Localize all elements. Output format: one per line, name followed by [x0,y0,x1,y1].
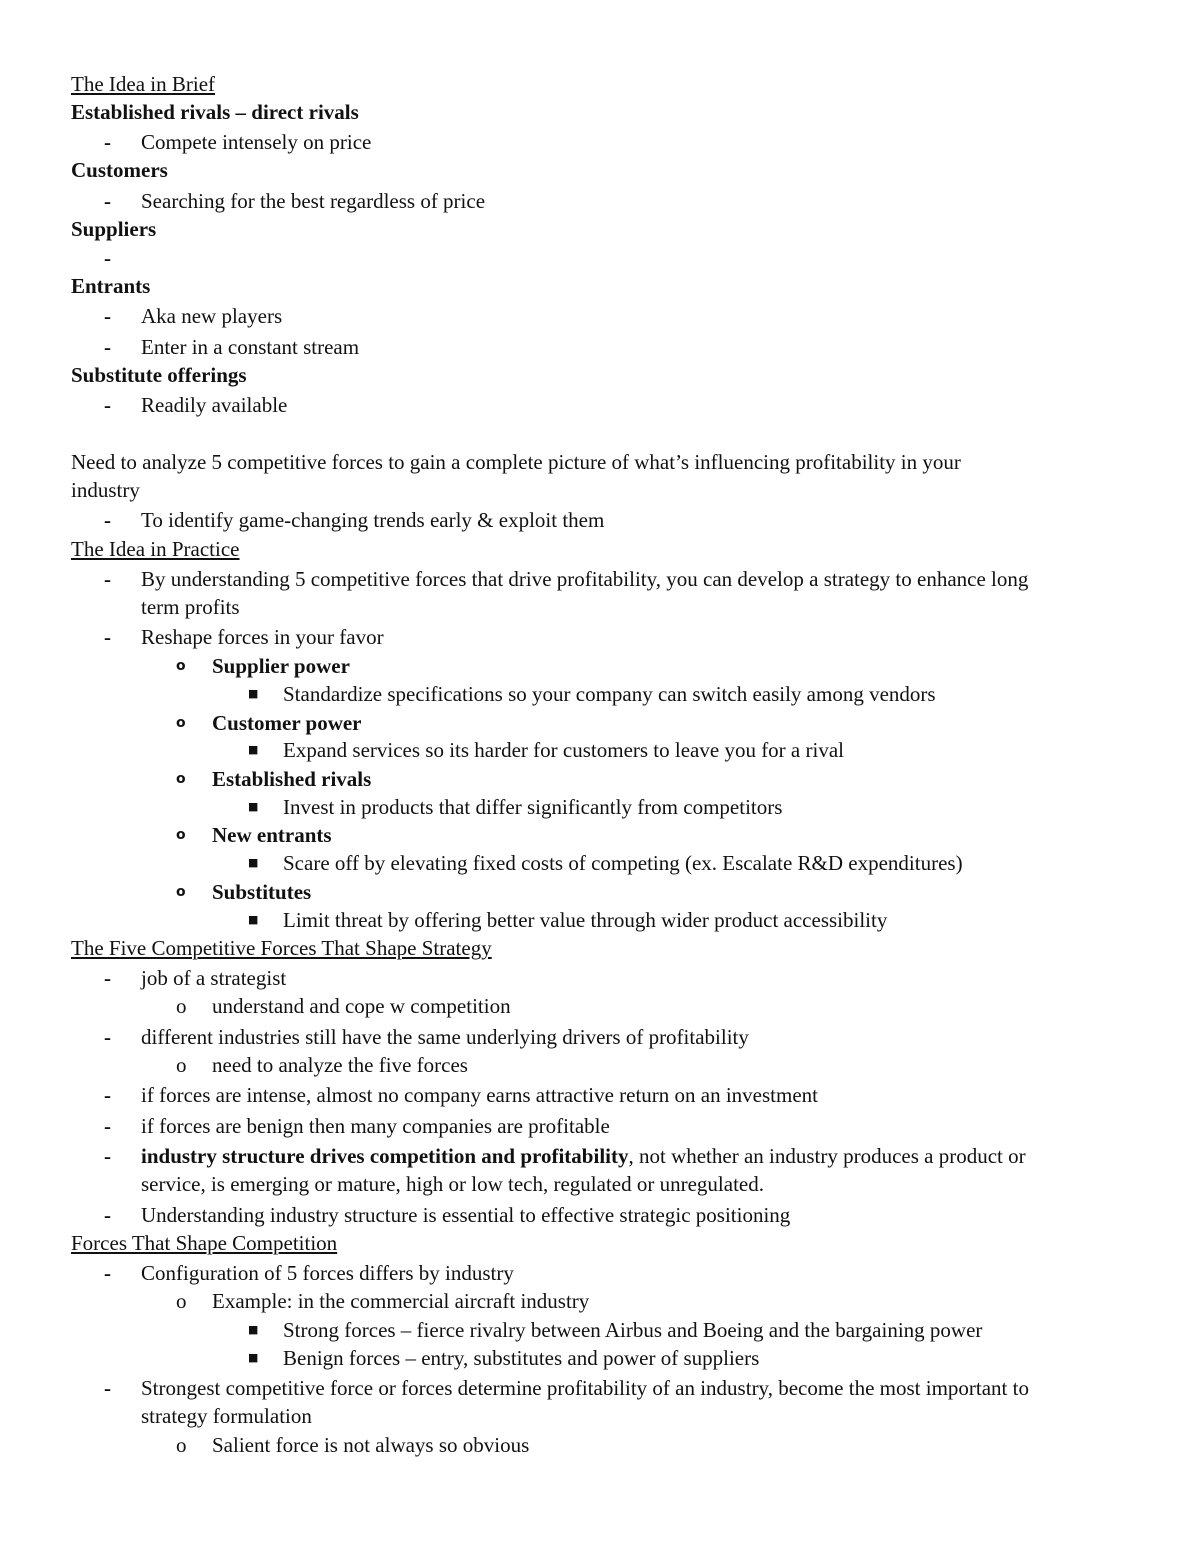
sub-list-item: Salient force is not always so obvious [212,1433,530,1457]
dash-bullet: - [104,246,111,270]
heading-customers: Customers [71,158,168,182]
list-item: To identify game-changing trends early & exploit them [141,508,605,532]
list-item: different industries still have the same underlying drivers of profitability [141,1025,749,1049]
square-bullet: ■ [248,913,259,926]
sub-list-item: Example: in the commercial aircraft industry [212,1289,590,1313]
dash-bullet: - [104,508,111,532]
sub-heading: Established rivals [212,767,372,791]
heading-suppliers: Suppliers [71,217,157,241]
circle-bullet: o [176,994,187,1018]
dash-bullet: - [104,393,111,417]
circle-bullet: o [176,884,186,900]
list-item-continuation: service, is emerging or mature, high or low tech, regulated or unregulated. [141,1172,764,1196]
heading-entrants: Entrants [71,274,151,298]
square-bullet: ■ [248,1323,259,1336]
square-bullet: ■ [248,800,259,813]
sub-list-item: Invest in products that differ significantly from competitors [283,795,783,819]
sub-heading: New entrants [212,823,332,847]
dash-bullet: - [104,1114,111,1138]
dash-bullet: - [104,1083,111,1107]
sub-sub-list-item: Strong forces – fierce rivalry between Airbus and Boeing and the bargaining power [283,1318,983,1342]
list-item: Searching for the best regardless of price [141,189,486,213]
list-item: job of a strategist [141,966,287,990]
dash-bullet: - [104,625,111,649]
list-item-text: , not whether an industry produces a product or [628,1144,1026,1168]
list-item-continuation: strategy formulation [141,1404,312,1428]
sub-list-item: Scare off by elevating fixed costs of competing (ex. Escalate R&D expenditures) [283,851,963,875]
sub-heading: Substitutes [212,880,312,904]
square-bullet: ■ [248,1351,259,1364]
dash-bullet: - [104,1144,111,1168]
list-item-continuation: term profits [141,595,240,619]
square-bullet: ■ [248,743,259,756]
list-item: By understanding 5 competitive forces that drive profitability, you can develop a strategy to enhance long [141,567,1029,591]
heading-established-rivals: Established rivals – direct rivals [71,100,359,124]
list-item: Readily available [141,393,288,417]
sub-list-item: Limit threat by offering better value through wider product accessibility [283,908,888,932]
section-heading-idea-in-brief: The Idea in Brief [71,72,216,96]
sub-list-item: Standardize specifications so your company can switch easily among vendors [283,682,936,706]
sub-heading: Customer power [212,711,362,735]
heading-substitute-offerings: Substitute offerings [71,363,247,387]
dash-bullet: - [104,1025,111,1049]
list-item: Strongest competitive force or forces determine profitability of an industry, become the most important to [141,1376,1029,1400]
dash-bullet: - [104,304,111,328]
dash-bullet: - [104,966,111,990]
circle-bullet: o [176,658,186,674]
list-item: Understanding industry structure is essential to effective strategic positioning [141,1203,791,1227]
section-heading-idea-in-practice: The Idea in Practice [71,537,240,561]
list-item: Reshape forces in your favor [141,625,384,649]
dash-bullet: - [104,567,111,591]
circle-bullet: o [176,771,186,787]
list-item: if forces are benign then many companies are profitable [141,1114,610,1138]
circle-bullet: o [176,827,186,843]
paragraph-line: Need to analyze 5 competitive forces to gain a complete picture of what’s influencing profitability in your [71,450,961,474]
sub-list-item: understand and cope w competition [212,994,511,1018]
sub-list-item: Expand services so its harder for customers to leave you for a rival [283,738,844,762]
sub-sub-list-item: Benign forces – entry, substitutes and power of suppliers [283,1346,760,1370]
list-item: Compete intensely on price [141,130,372,154]
list-item: Aka new players [141,304,283,328]
dash-bullet: - [104,1376,111,1400]
paragraph-line: industry [71,478,140,502]
dash-bullet: - [104,1203,111,1227]
circle-bullet: o [176,1433,187,1457]
section-heading-five-forces: The Five Competitive Forces That Shape Strategy [71,936,492,960]
list-item: Enter in a constant stream [141,335,360,359]
sub-heading: Supplier power [212,654,350,678]
dash-bullet: - [104,335,111,359]
section-heading-forces-shape-competition: Forces That Shape Competition [71,1231,338,1255]
circle-bullet: o [176,1289,187,1313]
list-item: Configuration of 5 forces differs by industry [141,1261,514,1285]
list-item: if forces are intense, almost no company earns attractive return on an investment [141,1083,819,1107]
circle-bullet: o [176,1053,187,1077]
circle-bullet: o [176,715,186,731]
square-bullet: ■ [248,856,259,869]
emphasized-text: industry structure drives competition and profitability [141,1144,629,1168]
dash-bullet: - [104,1261,111,1285]
dash-bullet: - [104,130,111,154]
square-bullet: ■ [248,687,259,700]
list-item [141,1143,1026,1169]
dash-bullet: - [104,189,111,213]
sub-list-item: need to analyze the five forces [212,1053,468,1077]
